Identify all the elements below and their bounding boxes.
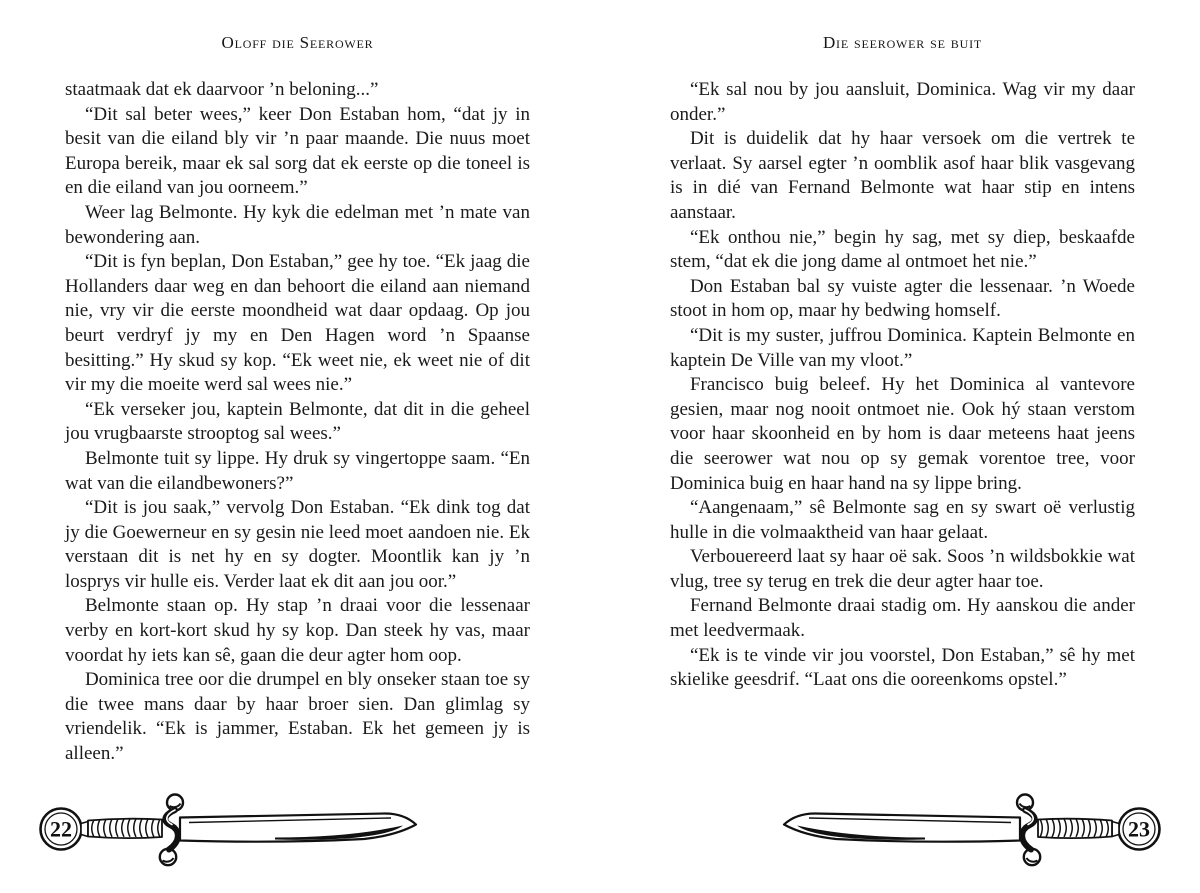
paragraph: Dominica tree oor die drumpel en bly onseker staan toe sy die twee mans daar by haar broer sien. Dan glimlag sy vriendelik. “Ek is jammer, Estaban. Ek het gemeen jy is alleen.” [65,669,530,765]
paragraph: staatmaak dat ek daarvoor ’n beloning...” [65,79,379,100]
paragraph: Weer lag Belmonte. Hy kyk die edelman met ’n mate van bewondering aan. [65,201,530,248]
right-page-footer [780,792,1162,868]
left-body-text [65,78,530,767]
paragraph: “Dit is fyn beplan, Don Estaban,” gee hy toe. “Ek jaag die Hollanders daar weg en dan behoort die eiland aan niemand nie, vry vir die eerste moondheid wat daar opdaag. Op jou beurt verdryf jy my en Den Hagen word ’n Spaanse besitting.” Hy skud sy kop. “Ek weet nie, ek weet nie of dit vir my die moeite werd sal wees nie.” [65,251,530,396]
paragraph: “Ek verseker jou, kaptein Belmonte, dat dit in die geheel jou vrugbaarste strooptog sal wees.” [65,398,530,445]
paragraph: Don Estaban bal sy vuiste agter die lessenaar. ’n Woede stoot in hom op, maar hy bedwing homself. [670,275,1135,322]
paragraph: Francisco buig beleef. Hy het Dominica al vantevore gesien, maar nog nooit ontmoet nie. Ook hý staan verstom voor haar skoonheid en by hom is daar meteens haat jeens die seerower wat nou op sy gemak vorentoe tree, voor Dominica buig en haar hand na sy lippe bring. [670,374,1135,494]
paragraph: “Dit is my suster, juffrou Dominica. Kaptein Belmonte en kaptein De Ville van my vloot.” [670,324,1135,371]
paragraph: “Ek onthou nie,” begin hy sag, met sy diep, beskaafde stem, “dat ek die jong dame al ontmoet het nie.” [670,226,1135,273]
right-body-text [670,78,1135,693]
left-running-header: Oloff die Seerower [221,33,374,52]
sword-ornament-icon [38,792,420,868]
paragraph: “Aangenaam,” sê Belmonte sag en sy swart oë verlustig hulle in die volmaaktheid van haar gelaat. [670,497,1135,543]
paragraph: Fernand Belmonte draai stadig om. Hy aanskou die ander met leedvermaak. [670,595,1135,642]
paragraph: Belmonte staan op. Hy stap ’n draai voor die lessenaar verby en kort-kort skud hy sy kop. Dan steek hy vas, maar voordat hy iets kan sê, gaan die deur agter hom oop. [65,595,530,666]
paragraph: “Ek sal nou by jou aansluit, Dominica. Wag vir my daar onder.” [670,79,1135,125]
paragraph: Verbouereerd laat sy haar oë sak. Soos ’n wildsbokkie wat vlug, tree sy terug en trek die deur agter haar toe. [670,546,1135,592]
paragraph: “Dit sal beter wees,” keer Don Estaban hom, “dat jy in besit van die eiland bly vir ’n paar maande. Die nuus moet Europa bereik, maar ek sal sorg dat ek eerste op die toneel is en die eiland van jou oorneem.” [65,103,530,199]
paragraph: Dit is duidelik dat hy haar versoek om die vertrek te verlaat. Sy aarsel egter ’n oomblik asof haar blik vasgevang is in dié van Fernand Belmonte wat haar stip en intens aanstaar. [670,128,1135,223]
page-number-badge: 23 [1128,816,1150,842]
paragraph: Belmonte tuit sy lippe. Hy druk sy vingertoppe saam. “En wat van die eilandbewoners?” [65,447,530,494]
right-running-header: Die seerower se buit [822,33,983,52]
sword-ornament-icon [780,792,1162,868]
page-right [600,0,1200,893]
paragraph: “Ek is te vinde vir jou voorstel, Don Estaban,” sê hy met skielike geesdrif. “Laat ons die ooreenkoms opstel.” [670,644,1135,691]
left-page-footer [38,792,420,868]
page-number-badge: 22 [50,816,72,842]
paragraph: “Dit is jou saak,” vervolg Don Estaban. “Ek dink tog dat jy die Goewerneur en sy gesin nie leed moet aandoen nie. Ek verstaan dit is net hy en sy dogter. Moontlik kan jy ’n losprys vir hulle eis. Verder laat ek dit aan jou oor.” [65,497,530,592]
